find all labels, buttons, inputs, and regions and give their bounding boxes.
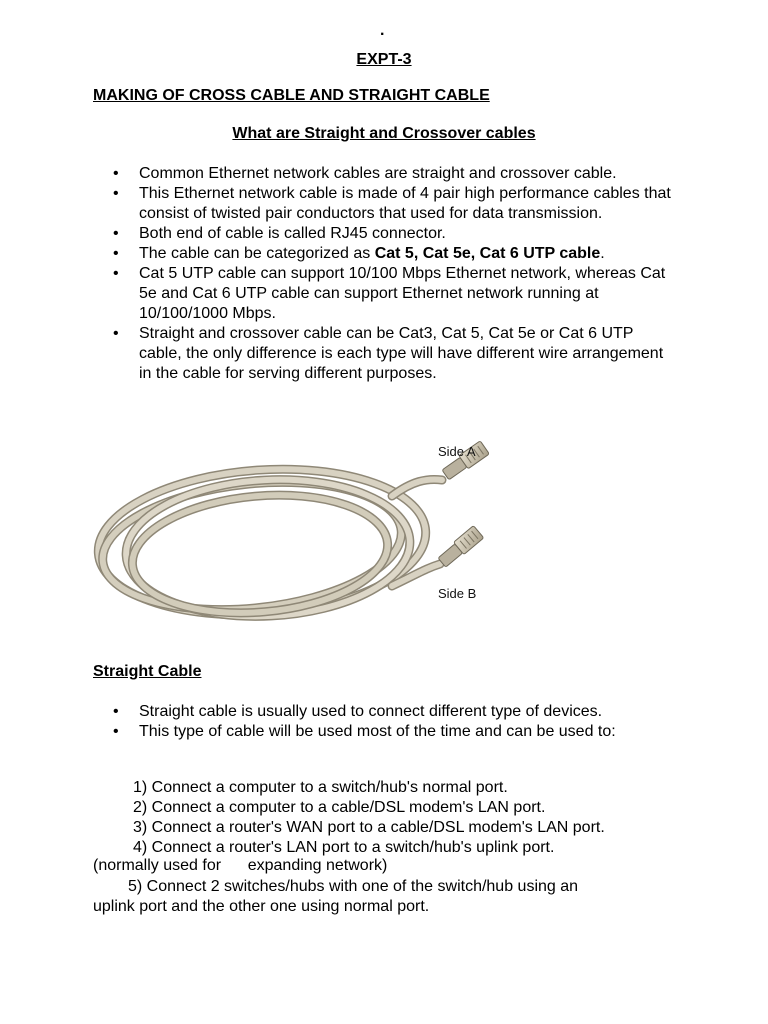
list-item: 1) Connect a computer to a switch/hub's normal port. <box>133 779 508 796</box>
list-item: uplink port and the other one using normal port. <box>93 898 430 915</box>
cable-categories: Cat 5, Cat 5e, Cat 6 UTP cable <box>374 245 601 262</box>
list-item: 3) Connect a router's WAN port to a cable/DSL modem's LAN port. <box>133 819 605 836</box>
bullet-item: • This type of cable will be used most of the time and can be used to: <box>113 722 673 742</box>
bullet-item: • Common Ethernet network cables are straight and crossover cable. <box>113 164 673 184</box>
top-dot: . <box>380 22 385 39</box>
rj45-connector-b <box>437 526 484 569</box>
experiment-number: EXPT-3 <box>356 51 412 68</box>
side-b-label: Side B <box>438 586 477 601</box>
list-item: 5) Connect 2 switches/hubs with one of the switch/hub using an <box>128 878 579 895</box>
ethernet-cable-image <box>92 436 504 642</box>
straight-cable-heading: Straight Cable <box>93 663 202 680</box>
straight-bullet-list <box>113 702 673 742</box>
intro-bullet-list <box>113 164 673 384</box>
list-item: 4) Connect a router's LAN port to a switch/hub's uplink port. <box>133 839 555 856</box>
cable-illustration <box>92 436 504 642</box>
bullet-item: • This Ethernet network cable is made of 4 pair high performance cables that consist of twisted pair conductors that used for data transmission. <box>113 184 673 224</box>
section-subtitle: What are Straight and Crossover cables <box>232 125 536 142</box>
list-item: 2) Connect a computer to a cable/DSL modem's LAN port. <box>133 799 546 816</box>
bullet-item: • Straight cable is usually used to connect different type of devices. <box>113 702 673 722</box>
cable-lead-a <box>392 479 442 496</box>
list-item: (normally used for expanding network) <box>93 857 388 874</box>
bullet-item: • Both end of cable is called RJ45 connector. <box>113 224 673 244</box>
bullet-item: • The cable can be categorized as Cat 5, Cat 5e, Cat 6 UTP cable. <box>113 244 673 264</box>
document-title: MAKING OF CROSS CABLE AND STRAIGHT CABLE <box>93 87 490 104</box>
side-a-label: Side A <box>438 444 476 459</box>
bullet-item: • Cat 5 UTP cable can support 10/100 Mbps Ethernet network, whereas Cat 5e and Cat 6 UTP cable can support Ethernet network running at 10/100/1000 Mbps. <box>113 264 673 324</box>
bullet-item: • Straight and crossover cable can be Cat3, Cat 5, Cat 5e or Cat 6 UTP cable, the only difference is each type will have different wire arrangement in the cable for serving different purposes. <box>113 324 673 384</box>
